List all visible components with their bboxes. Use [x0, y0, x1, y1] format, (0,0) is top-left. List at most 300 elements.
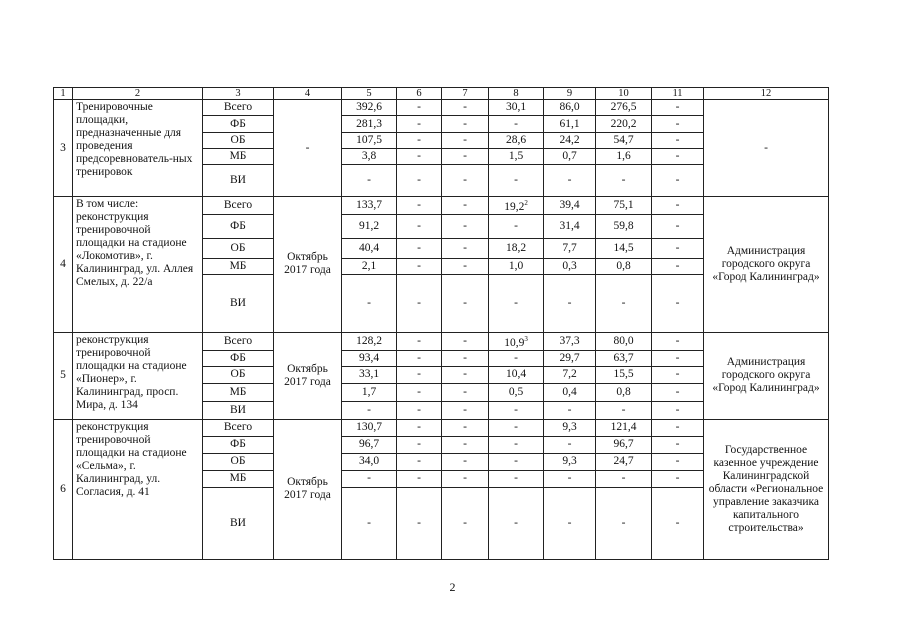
value-text: - [417, 150, 421, 162]
value-cell [544, 487, 596, 559]
value-text: 7,7 [562, 241, 577, 254]
value-text: 33,1 [358, 368, 380, 381]
value-cell [596, 470, 652, 487]
value-cell [489, 436, 544, 453]
value-cell [442, 383, 489, 401]
value-text: 28,6 [505, 134, 527, 146]
value-text: - [417, 516, 421, 529]
value-cell [442, 453, 489, 470]
value-cell [342, 116, 397, 133]
value-cell [596, 238, 652, 258]
value-text: - [514, 296, 518, 309]
value-text: - [514, 351, 518, 364]
value-text: 133,7 [356, 198, 382, 211]
deadline-cell: Октябрь 2017 года [274, 332, 342, 419]
value-text: - [675, 259, 680, 272]
funding-source: МБ [203, 149, 274, 165]
footnote-mark: 2 [524, 199, 528, 207]
value-text: - [514, 438, 518, 451]
value-text: - [417, 472, 421, 485]
value-text: - [621, 174, 626, 186]
value-text: 1,5 [508, 150, 524, 162]
value-text: 15,5 [613, 368, 634, 381]
value-cell [596, 100, 652, 116]
value-cell [342, 197, 397, 215]
value-text: 1,0 [508, 259, 524, 272]
value-cell [489, 274, 544, 332]
value-text: 3,8 [361, 150, 377, 162]
value-cell [397, 453, 442, 470]
value-text: - [417, 198, 421, 211]
value-text: 10,9 [504, 336, 525, 349]
value-cell [652, 350, 704, 366]
value-cell [544, 100, 596, 116]
funding-source: МБ [203, 258, 274, 274]
value-cell [596, 419, 652, 436]
value-cell [596, 214, 652, 238]
value-text: - [675, 174, 680, 186]
value-cell [489, 401, 544, 419]
value-text: - [621, 472, 626, 485]
value-text: 1,7 [361, 385, 377, 398]
value-cell [489, 332, 544, 350]
value-cell [442, 116, 489, 133]
value-text: 14,5 [613, 241, 634, 254]
value-text: 128,2 [356, 334, 382, 347]
row-number: 3 [54, 100, 73, 197]
value-cell [397, 238, 442, 258]
value-text: - [675, 368, 680, 381]
value-cell [342, 274, 397, 332]
value-text: - [567, 438, 572, 451]
value-cell [652, 401, 704, 419]
value-text: - [367, 174, 371, 186]
value-cell [397, 350, 442, 366]
value-text: - [417, 351, 421, 364]
value-text: 29,7 [559, 351, 580, 364]
value-cell [652, 133, 704, 149]
funding-source: ФБ [203, 116, 274, 133]
value-text: - [675, 334, 680, 347]
header-cell: 2 [73, 88, 203, 100]
value-cell [489, 149, 544, 165]
value-text: - [463, 385, 467, 398]
value-text: - [675, 516, 680, 529]
table-row [54, 332, 829, 350]
value-text: 96,7 [613, 438, 634, 451]
value-text: - [514, 219, 518, 232]
responsible-org: Администрация городского округа «Город Калининград» [704, 332, 829, 419]
value-cell [397, 487, 442, 559]
value-text: 0,7 [562, 150, 577, 162]
value-text: - [463, 150, 467, 162]
value-text: - [463, 219, 467, 232]
value-text: 18,2 [505, 241, 527, 254]
value-text: 24,7 [613, 455, 634, 468]
value-cell [596, 133, 652, 149]
value-text: - [514, 403, 518, 416]
value-text: 91,2 [358, 219, 380, 232]
value-text: 130,7 [356, 421, 382, 434]
value-text: 86,0 [559, 101, 580, 113]
header-cell: 8 [489, 88, 544, 100]
value-cell [652, 165, 704, 197]
value-cell [596, 274, 652, 332]
value-cell [442, 401, 489, 419]
value-cell [489, 350, 544, 366]
value-cell [544, 436, 596, 453]
value-cell [342, 470, 397, 487]
value-text: - [675, 117, 680, 130]
value-cell [596, 453, 652, 470]
funding-source: Всего [203, 332, 274, 350]
value-cell [596, 116, 652, 133]
value-text: - [567, 296, 572, 309]
value-text: 9,3 [562, 455, 577, 468]
value-text: - [417, 421, 421, 434]
value-cell [342, 383, 397, 401]
value-text: - [463, 134, 467, 146]
value-cell [544, 470, 596, 487]
value-cell [544, 165, 596, 197]
value-text: - [514, 455, 518, 468]
value-text: - [675, 101, 680, 113]
value-cell [489, 238, 544, 258]
row-number: 4 [54, 197, 73, 333]
value-cell [544, 401, 596, 419]
value-cell [442, 436, 489, 453]
value-text: 93,4 [358, 351, 380, 364]
header-cell: 1 [54, 88, 73, 100]
value-text: - [463, 101, 467, 113]
value-text: 63,7 [613, 351, 634, 364]
value-text: - [463, 174, 467, 186]
table-row [54, 419, 829, 436]
value-text: - [417, 174, 421, 186]
value-cell [652, 487, 704, 559]
funding-source: ОБ [203, 366, 274, 383]
value-cell [544, 332, 596, 350]
value-cell [489, 419, 544, 436]
value-text: - [417, 241, 421, 254]
row-number: 5 [54, 332, 73, 419]
value-cell [342, 214, 397, 238]
value-text: - [463, 334, 467, 347]
header-cell: 3 [203, 88, 274, 100]
value-text: - [463, 438, 467, 451]
value-cell [442, 238, 489, 258]
header-cell: 5 [342, 88, 397, 100]
value-text: - [463, 259, 467, 272]
value-cell [442, 214, 489, 238]
value-text: - [621, 403, 626, 416]
value-text: 1,6 [616, 150, 631, 162]
value-text: 31,4 [559, 219, 580, 232]
value-cell [652, 436, 704, 453]
value-text: - [567, 516, 572, 529]
value-text: - [514, 516, 518, 529]
value-text: - [675, 296, 680, 309]
value-text: - [463, 241, 467, 254]
value-text: 96,7 [358, 438, 380, 451]
value-text: - [621, 516, 626, 529]
value-text: - [567, 174, 572, 186]
value-cell [442, 274, 489, 332]
responsible-org: Администрация городского округа «Город Калининград» [704, 197, 829, 333]
value-cell [442, 133, 489, 149]
funding-source: ВИ [203, 487, 274, 559]
funding-source: Всего [203, 197, 274, 215]
funding-source: ВИ [203, 274, 274, 332]
value-text: - [675, 241, 680, 254]
value-cell [544, 274, 596, 332]
value-text: - [463, 403, 467, 416]
object-name: Тренировочные площадки, предназначенные для проведения предсоревнователь-ных тренировок [73, 100, 203, 197]
value-cell [342, 436, 397, 453]
value-text: - [463, 472, 467, 485]
value-text: 121,4 [610, 421, 637, 434]
value-text: 0,8 [616, 259, 631, 272]
value-text: - [417, 219, 421, 232]
footnote-mark: 3 [524, 334, 528, 343]
value-text: 0,3 [562, 259, 577, 272]
value-text: - [621, 296, 626, 309]
object-name: реконструкция тренировочной площадки на стадионе «Сельма», г. Калининград, ул. Согласия, д. 41 [73, 419, 203, 559]
value-text: 39,4 [559, 198, 580, 211]
value-cell [652, 149, 704, 165]
value-cell [544, 350, 596, 366]
funding-source: ОБ [203, 238, 274, 258]
value-cell [342, 149, 397, 165]
value-cell [652, 470, 704, 487]
value-cell [596, 197, 652, 215]
funding-source: МБ [203, 383, 274, 401]
value-text: - [417, 403, 421, 416]
value-text: - [367, 472, 371, 485]
deadline-cell: Октябрь 2017 года [274, 197, 342, 333]
value-text: - [675, 219, 680, 232]
value-cell [596, 436, 652, 453]
value-cell [397, 258, 442, 274]
value-cell [397, 401, 442, 419]
value-cell [596, 258, 652, 274]
funding-source: ВИ [203, 165, 274, 197]
value-cell [397, 214, 442, 238]
value-text: 37,3 [559, 334, 580, 347]
value-cell [652, 197, 704, 215]
value-text: - [417, 385, 421, 398]
value-text: - [675, 455, 680, 468]
value-cell [596, 487, 652, 559]
value-cell [397, 419, 442, 436]
object-name: В том числе: реконструкция тренировочной площадки на стадионе «Локомотив», г. Калининград, ул. Аллея Смелых, д. 22/а [73, 197, 203, 333]
funding-source: ФБ [203, 436, 274, 453]
value-text: - [463, 421, 467, 434]
value-cell [342, 401, 397, 419]
value-cell [489, 258, 544, 274]
value-text: 75,1 [613, 198, 634, 211]
value-text: - [417, 259, 421, 272]
header-cell: 9 [544, 88, 596, 100]
value-cell [596, 165, 652, 197]
value-cell [342, 238, 397, 258]
value-text: 0,4 [562, 385, 577, 398]
value-cell [397, 436, 442, 453]
value-cell [489, 116, 544, 133]
value-text: - [675, 198, 680, 211]
value-cell [442, 487, 489, 559]
value-cell [489, 383, 544, 401]
value-text: - [567, 403, 572, 416]
value-text: 0,5 [508, 385, 524, 398]
value-cell [544, 258, 596, 274]
value-cell [442, 419, 489, 436]
value-cell [397, 165, 442, 197]
value-text: - [367, 296, 371, 309]
value-cell [442, 165, 489, 197]
value-text: - [417, 438, 421, 451]
header-cell: 10 [596, 88, 652, 100]
value-cell [397, 383, 442, 401]
value-cell [397, 149, 442, 165]
value-text: 61,1 [559, 117, 580, 130]
value-cell [342, 350, 397, 366]
value-text: 10,4 [505, 368, 527, 381]
value-cell [652, 100, 704, 116]
value-cell [544, 149, 596, 165]
value-cell [442, 332, 489, 350]
value-cell [442, 470, 489, 487]
value-text: 107,5 [356, 134, 382, 146]
value-text: 54,7 [613, 134, 634, 146]
value-text: - [417, 101, 421, 113]
value-cell [596, 366, 652, 383]
value-cell [544, 197, 596, 215]
value-cell [544, 366, 596, 383]
value-cell [544, 214, 596, 238]
funding-source: Всего [203, 100, 274, 116]
value-text: - [417, 455, 421, 468]
funding-source: ФБ [203, 350, 274, 366]
value-text: - [463, 198, 467, 211]
value-cell [489, 453, 544, 470]
value-cell [442, 100, 489, 116]
value-text: 59,8 [613, 219, 634, 232]
value-cell [397, 100, 442, 116]
value-cell [442, 258, 489, 274]
value-cell [596, 149, 652, 165]
value-text: - [675, 134, 680, 146]
page-number: 2 [449, 580, 456, 594]
funding-source: МБ [203, 470, 274, 487]
value-cell [652, 214, 704, 238]
value-cell [544, 133, 596, 149]
value-cell [442, 366, 489, 383]
value-text: - [417, 368, 421, 381]
value-cell [489, 165, 544, 197]
value-text: 276,5 [610, 101, 637, 113]
value-cell [544, 238, 596, 258]
value-cell [544, 453, 596, 470]
value-cell [342, 165, 397, 197]
value-text: - [675, 150, 680, 162]
value-cell [544, 383, 596, 401]
value-cell [489, 470, 544, 487]
value-cell [442, 197, 489, 215]
funding-source: ФБ [203, 214, 274, 238]
header-row [54, 88, 829, 100]
value-cell [652, 419, 704, 436]
header-cell: 7 [442, 88, 489, 100]
value-text: 19,2 [504, 200, 525, 213]
value-cell [342, 487, 397, 559]
value-text: 220,2 [610, 117, 637, 130]
value-text: 30,1 [505, 101, 527, 113]
value-cell [342, 453, 397, 470]
value-cell [342, 258, 397, 274]
value-text: - [675, 403, 680, 416]
value-cell [652, 238, 704, 258]
value-text: - [675, 438, 680, 451]
value-cell [596, 401, 652, 419]
value-cell [596, 350, 652, 366]
value-cell [652, 116, 704, 133]
header-cell: 4 [274, 88, 342, 100]
header-cell: 6 [397, 88, 442, 100]
table-row [54, 100, 829, 116]
value-cell [489, 487, 544, 559]
table-row [54, 197, 829, 215]
value-text: - [463, 455, 467, 468]
value-cell [544, 419, 596, 436]
funding-source: Всего [203, 419, 274, 436]
value-cell [652, 383, 704, 401]
deadline-cell: - [274, 100, 342, 197]
value-text: - [417, 117, 421, 130]
value-cell [544, 116, 596, 133]
value-text: - [463, 117, 467, 130]
value-cell [652, 453, 704, 470]
value-cell [489, 133, 544, 149]
value-text: - [463, 351, 467, 364]
value-cell [596, 332, 652, 350]
value-text: - [514, 421, 518, 434]
value-text: 24,2 [559, 134, 580, 146]
value-text: 281,3 [356, 117, 382, 130]
funding-source: ОБ [203, 453, 274, 470]
value-cell [342, 366, 397, 383]
value-cell [397, 197, 442, 215]
funding-source: ВИ [203, 401, 274, 419]
value-text: - [675, 351, 680, 364]
value-text: - [417, 296, 421, 309]
value-text: 7,2 [562, 368, 577, 381]
value-cell [342, 332, 397, 350]
value-cell [596, 383, 652, 401]
value-text: 0,8 [616, 385, 631, 398]
header-cell: 12 [704, 88, 829, 100]
value-text: - [367, 516, 371, 529]
value-text: - [463, 368, 467, 381]
value-cell [489, 214, 544, 238]
funding-source: ОБ [203, 133, 274, 149]
deadline-cell: Октябрь 2017 года [274, 419, 342, 559]
value-text: - [514, 472, 518, 485]
value-cell [397, 133, 442, 149]
value-text: 2,1 [361, 259, 377, 272]
value-text: - [675, 385, 680, 398]
value-cell [489, 197, 544, 215]
